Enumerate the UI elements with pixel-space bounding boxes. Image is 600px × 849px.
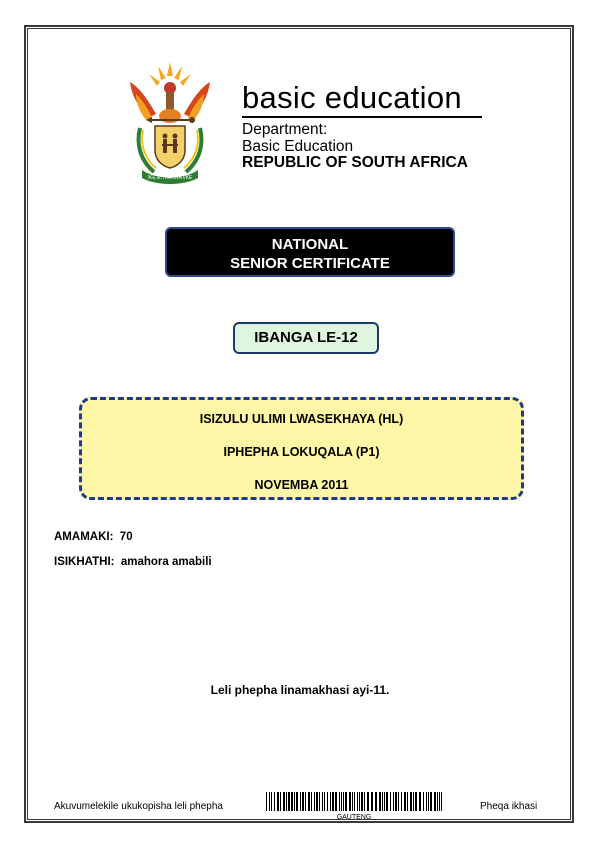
barcode-bar bbox=[430, 792, 432, 811]
barcode-bar bbox=[349, 792, 351, 811]
barcode-bar bbox=[382, 792, 383, 811]
certificate-line-1: NATIONAL bbox=[271, 236, 349, 253]
barcode-bar bbox=[375, 792, 377, 811]
subject-title: ISIZULU ULIMI LWASEKHAYA (HL) bbox=[199, 412, 404, 426]
barcode-bar bbox=[419, 792, 421, 811]
paper-number: IPHEPHA LOKUQALA (P1) bbox=[223, 445, 380, 459]
barcode-bar bbox=[339, 792, 340, 811]
barcode-bar bbox=[300, 792, 301, 811]
barcode-bar bbox=[266, 792, 267, 811]
barcode-bar bbox=[367, 792, 369, 811]
barcode-bar bbox=[277, 792, 279, 811]
barcode-bar bbox=[357, 792, 358, 811]
barcode-bar bbox=[364, 792, 365, 811]
department-label: Department: bbox=[242, 121, 328, 138]
barcode-bar bbox=[305, 792, 306, 811]
barcode-bar bbox=[441, 792, 442, 811]
barcode-bar bbox=[352, 792, 353, 811]
barcode-bar bbox=[439, 792, 440, 811]
barcode-bar bbox=[415, 792, 417, 811]
barcode-bar bbox=[280, 792, 281, 811]
barcode-bar bbox=[434, 792, 436, 811]
barcode-bar bbox=[324, 792, 325, 811]
barcode-bar bbox=[428, 792, 429, 811]
barcode-bar bbox=[359, 792, 360, 811]
brand-title: basic education bbox=[242, 80, 462, 115]
barcode-bar bbox=[410, 792, 412, 811]
time-label: ISIKHATHI: amahora amabili bbox=[54, 556, 212, 568]
coat-of-arms-icon bbox=[122, 58, 218, 184]
barcode-bar bbox=[316, 792, 318, 811]
certificate-line-2: SENIOR CERTIFICATE bbox=[230, 255, 390, 272]
turn-over-note: Pheqa ikhasi bbox=[480, 801, 538, 812]
barcode-bar bbox=[343, 792, 344, 811]
barcode-bar bbox=[345, 792, 347, 811]
barcode-bar bbox=[330, 792, 331, 811]
svg-text:!KE E: /XARRA //KE: !KE E: /XARRA //KE bbox=[147, 175, 193, 181]
barcode-bar bbox=[319, 792, 320, 811]
barcode-bar bbox=[398, 792, 399, 811]
barcode-bar bbox=[384, 792, 385, 811]
barcode-bar bbox=[413, 792, 414, 811]
marks-label: AMAMAKI: 70 bbox=[54, 531, 133, 543]
barcode-label: GAUTENG bbox=[336, 814, 372, 821]
barcode-bar bbox=[286, 792, 287, 811]
barcode-bar bbox=[311, 792, 312, 811]
barcode-bar bbox=[271, 792, 272, 811]
barcode-bar bbox=[423, 792, 424, 811]
barcode-bar bbox=[274, 792, 275, 811]
exam-date: NOVEMBA 2011 bbox=[254, 478, 349, 492]
barcode-bar bbox=[314, 792, 315, 811]
barcode-bar bbox=[327, 792, 328, 811]
barcode-bar bbox=[401, 792, 402, 811]
barcode-bar bbox=[294, 792, 295, 811]
page-count-note: Leli phepha linamakhasi ayi-11. bbox=[210, 683, 390, 697]
barcode-bar bbox=[437, 792, 438, 811]
barcode-bar bbox=[393, 792, 394, 811]
brand-underline bbox=[242, 116, 482, 118]
certificate-banner bbox=[165, 227, 455, 277]
subject-box bbox=[79, 397, 524, 500]
barcode-bar bbox=[426, 792, 427, 811]
barcode-bar bbox=[308, 792, 310, 811]
barcode-bar bbox=[379, 792, 381, 811]
barcode-bar bbox=[404, 792, 406, 811]
barcode-bar bbox=[407, 792, 408, 811]
barcode-bar bbox=[354, 792, 355, 811]
barcode-bar bbox=[361, 792, 363, 811]
barcode-bar bbox=[283, 792, 285, 811]
barcode-bar bbox=[288, 792, 290, 811]
barcode-bar bbox=[395, 792, 397, 811]
barcode-bar bbox=[291, 792, 293, 811]
department-name: Basic Education bbox=[242, 138, 354, 155]
copyright-notice: Akuvumelekile ukukopisha leli phepha bbox=[54, 801, 223, 812]
barcode-bar bbox=[302, 792, 304, 811]
barcode-bar bbox=[332, 792, 334, 811]
barcode-bar bbox=[296, 792, 298, 811]
country-name: REPUBLIC OF SOUTH AFRICA bbox=[242, 154, 468, 171]
barcode-icon bbox=[250, 790, 458, 822]
barcode-bar bbox=[371, 792, 373, 811]
barcode-bar bbox=[386, 792, 388, 811]
barcode-bar bbox=[322, 792, 323, 811]
barcode-bar bbox=[341, 792, 342, 811]
barcode-bar bbox=[390, 792, 391, 811]
barcode-bar bbox=[269, 792, 270, 811]
barcode-bar bbox=[335, 792, 337, 811]
grade-badge: IBANGA LE-12 bbox=[233, 322, 379, 354]
